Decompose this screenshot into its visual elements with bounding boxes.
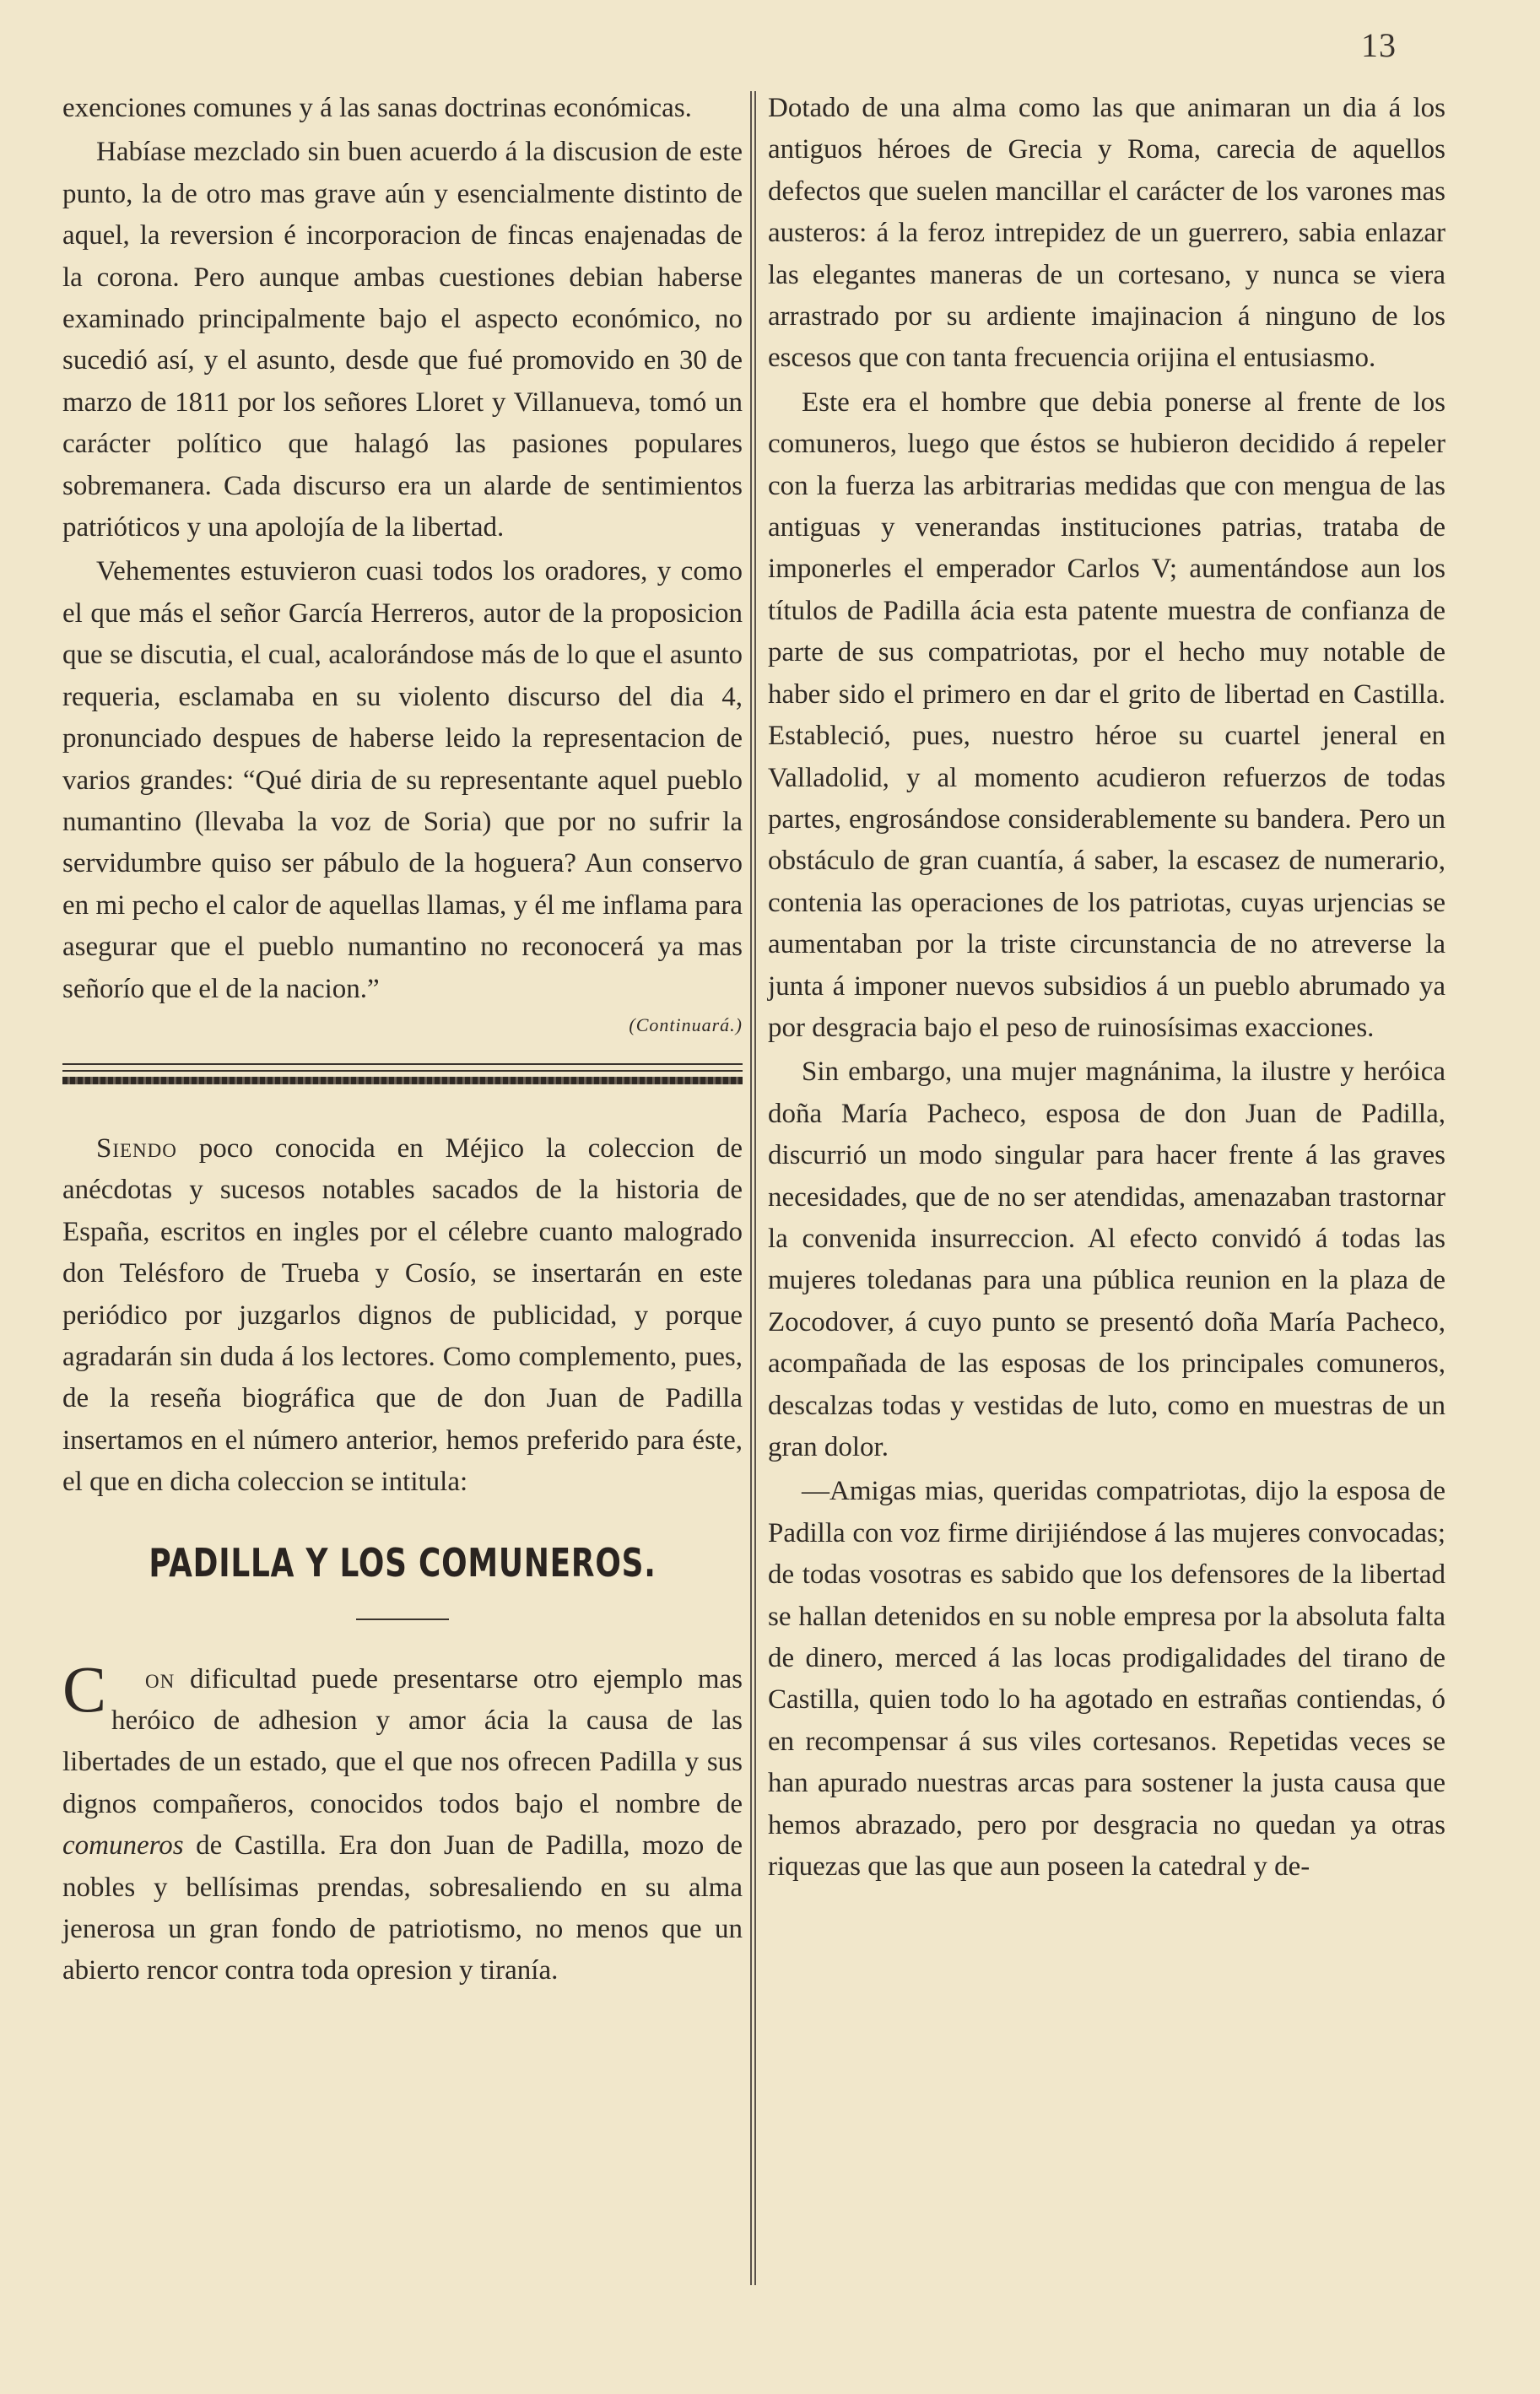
story-emphasis: comuneros — [62, 1830, 184, 1862]
intro-paragraph — [62, 1128, 743, 1504]
paragraph: Habíase mezclado sin buen acuerdo á la discusion de este punto, la de otro mas grave aún y esencialmente distinto de aquel, la reversion é incorporacion de fincas enajenadas de la corona. Pero aunque ambas cuestiones debian haberse examinado principalmente bajo el aspecto económico, no sucedió así, y el asunto, desde que fué promovido en 30 de marzo de 1811 por los señores Lloret y Villanueva, tomó un carácter político que halagó las pasiones populares sobremanera. Cada discurso era un alarde de sentimientos patrióticos y una apolojía de la libertad. — [62, 137, 743, 543]
story-lead: on — [145, 1663, 176, 1694]
paragraph-continued: exenciones comunes y á las sanas doctrinas económicas. — [62, 93, 692, 123]
story-text-b: de Castilla. Era don Juan de Padilla, mozo de nobles y bellísimas prendas, sobresaliendo en su alma jenerosa un gran fondo de patriotismo, no menos que un abierto rencor contra toda opresion y tiranía. — [62, 1830, 743, 1986]
page-number: 13 — [1361, 26, 1397, 64]
paragraph: —Amigas mias, queridas compatriotas, dijo la esposa de Padilla con voz firme dirijiéndose á las mujeres convocadas; de todas vosotras es sabido que los defensores de la libertad se hallan detenidos en su noble empresa por la absoluta falta de dinero, merced á las locas prodigalidades del tirano de Castilla, quien todo lo ha agotado en estrañas contiendas, ó en recompensar á sus viles cortesanos. Repetidas veces se han apurado nuestras arcas para sostener la justa causa que hemos abrazado, pero por desgracia no quedan ya otras riquezas que las que aun poseen la catedral y de- — [768, 1476, 1445, 1883]
story-paragraph — [62, 1651, 743, 1992]
section-rule-band — [62, 1077, 743, 1084]
paragraph: Vehementes estuvieron cuasi todos los oradores, y como el que más el señor García Herreros, autor de la proposicion que se discutia, el cual, acalorándose más de lo que el asunto requeria, esclamaba en su violento discurso del dia 4, pronunciado despues de haberse leido la representacion de varios grandes: “Qué diria de su representante aquel pueblo numantino (llevaba la voz de Soria) que por no sufrir la servidumbre quiso ser pábulo de la hoguera? Aun conservo en mi pecho el calor de aquellas llamas, y él me inflama para asegurar que el pueblo numantino no reconocerá ya mas señorío que el de la nacion.” — [62, 556, 743, 1004]
intro-text: poco conocida en Méjico la coleccion de anécdotas y sucesos notables sacados de la historia de España, escritos en ingles por el célebre cuanto malogrado don Telésforo de Trueba y Cosío, se insertarán en este periódico por juzgarlos dignos de publicidad, y porque agradarán sin duda á los lectores. Como complemento, pues, de la reseña biográfica que de don Juan de Padilla insertamos en el número anterior, hemos preferido para éste, el que en dicha coleccion se intitula: — [62, 1132, 743, 1498]
column-divider-right — [754, 91, 756, 2285]
section-rule — [62, 1063, 743, 1072]
paragraph-continued: Dotado de una alma como las que animaran un dia á los antiguos héroes de Grecia y Roma, carecia de aquellos defectos que suelen mancillar el carácter de los varones mas austeros: á la feroz intrepidez de un guerrero, sabia enlazar las elegantes maneras de un cortesano, y nunca se viera arrastrado por su ardiente imajinacion á ninguno de los escesos que con tanta frecuencia orijina el entusiasmo. — [768, 93, 1445, 374]
article-heading: PADILLA Y LOS COMUNEROS. — [149, 1539, 657, 1586]
left-column — [62, 88, 743, 1995]
paragraph: Sin embargo, una mujer magnánima, la ilustre y heróica doña María Pacheco, esposa de don Juan de Padilla, discurrió un modo singular para hacer frente á las graves necesidades, que de no ser atendidas, amenazaban trastornar la convenida insurreccion. Al efecto convidó á todas las mujeres toledanas para una pública reunion en la plaza de Zocodover, á cuyo punto se presentó doña María Pacheco, acompañada de las esposas de los principales comuneros, descalzas todas y vestidas de luto, como en muestras de un gran dolor. — [768, 1056, 1445, 1462]
right-column — [768, 88, 1445, 1890]
drop-cap: C — [62, 1651, 107, 1726]
continued-note: (Continuará.) — [629, 1013, 743, 1035]
column-divider-left — [750, 91, 752, 2285]
intro-lead: Siendo — [96, 1132, 177, 1164]
paragraph: Este era el hombre que debia ponerse al frente de los comuneros, luego que éstos se hubieron decidido á repeler con la fuerza las arbitrarias medidas que con mengua de las antiguas y venerandas instituciones patrias, trataba de imponerles el emperador Carlos V; aumentándose aun los títulos de Padilla ácia esta patente muestra de confianza de parte de sus compatriotas, por el hecho muy notable de haber sido el primero en dar el grito de libertad en Castilla. Estableció, pues, nuestro héroe su cuartel jeneral en Valladolid, y al momento acudieron refuerzos de todas partes, engrosándose considerablemente su bandera. Pero un obstáculo de gran cuantía, á saber, la escasez de numerario, contenia las operaciones de los patriotas, cuyas urjencias se aumentaban por la triste circunstancia de no atreverse la junta á imponer nuevos subsidios á un pueblo abrumado ya por desgracia bajo el peso de ruinosísimas exacciones. — [768, 386, 1445, 1043]
heading-rule — [356, 1619, 449, 1620]
story-text-a: dificultad puede presentarse otro ejemplo mas heróico de adhesion y amor ácia la causa de las libertades de un estado, que el que nos ofrecen Padilla y sus dignos compañeros, conocidos todos bajo el nombre de — [62, 1663, 743, 1819]
